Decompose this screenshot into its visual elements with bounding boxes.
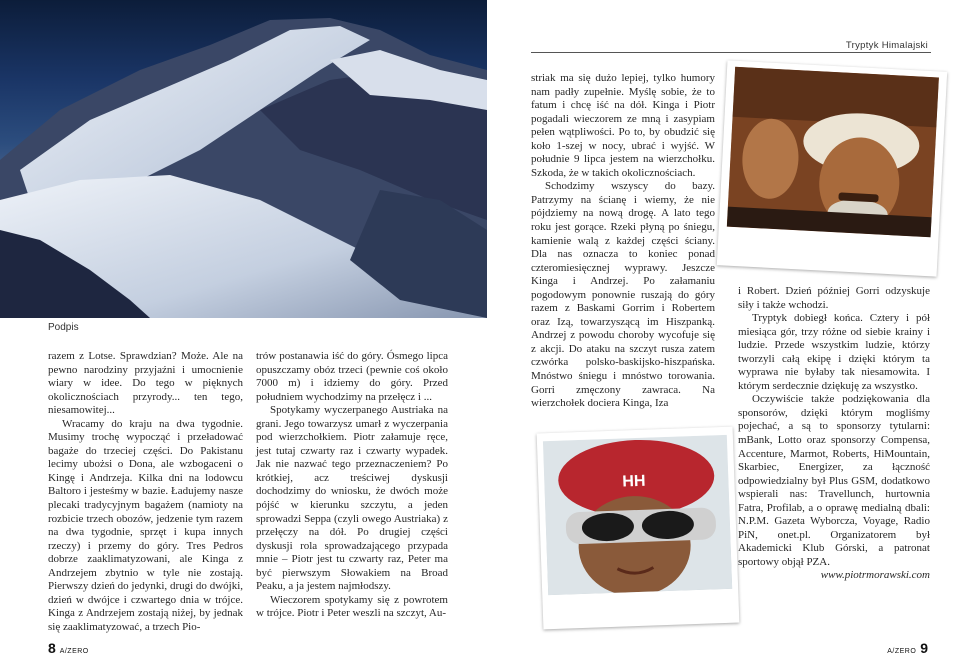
girl-goggles-photo [543,435,732,595]
paragraph: Schodzimy wszyscy do bazy. Patrzymy na ścianę i wiemy, że nie pójdziemy na nową drogę. A lato tego roku jest gorące. Rzeki płyną po śniegu, kamienie walą z każdej części ściany. Dla nas oznacza to koniec ponad czteromiesięcznej wyprawy. Jeszcze Kinga i Andrzej. Po załamaniu pogodowym ponownie ruszają do góry razem z Baskami Gorrim i Robertem oraz Izą, towarzyszącą im Hiszpanką. Andrzej z powodu choroby wycofuje się z akcji. Do ataku na szczyt rusza zatem czwórka polsko-baskijsko-hiszpańska. Mnóstwo śniegu i mnóstwo torowania. Gorri zmęczony zawraca. Na wierzchołek dociera Kinga, Iza [531,180,715,410]
paragraph: trów postanawia iść do góry. Ósmego lipca opuszczamy obóz trzeci (pewnie coś około 7000 m) i idziemy do góry. Przed południem wychodzimy na przełęcz i ... [256,350,448,403]
page-number: 8 [48,640,56,656]
paragraph: Wracamy do kraju na dwa tygodnie. Musimy trochę wypocząć i przeładować bagaże do trzeciej części. Do Pakistanu lecimy ubożsi o Dona, ale wzbogaceni o Kingę i Andrzeja. Kilka dni na lodowcu Baltoro i jesteśmy w bazie. Ładujemy nasze plecaki tradycyjnym bagażem (namioty na rozbicie trzech obozów, jedzenie tym razem na dwa tygodnie, sprzęt i kupa innych rzeczy) i przemy do góry. Tres Pedros dobrze zaaklimatyzowani, ale Kinga z Andrzejem zbytnio w tyle nie zostają. Pierwszy dzień do jedynki, drugi do dwójki, dzień w dwójce i czwartego dnia w trójce. Kinga z Andrzejem zostają niżej, by jednak się zaaklimatyzować, a trzech Pio- [48,417,243,633]
magazine-name: A/ZERO [887,648,917,655]
paragraph: striak ma się dużo lepiej, tylko humory nam padły zupełnie. Myślę sobie, że to fatum i chcę iść na dół. Kinga i Piotr pogadali wieczorem ze mną i zasypiam pełen wątpliwości. Po to, by obudzić się koło 1-szej w nocy, ubrać i wyjść. W południe 9 lipca jestem na wierzchołku. Szkoda, że w takich okolicznościach. [531,72,715,179]
magazine-name: A/ZERO [59,648,89,655]
header-rule [531,52,931,53]
polaroid-old-man [717,60,947,276]
paragraph: i Robert. Dzień później Gorri odzyskuje siły i także wchodzi. [738,285,930,311]
old-man-photo [727,67,939,237]
paragraph: Wieczorem spotykamy się z powrotem w trójce. Piotr i Peter weszli na szczyt, Au- [256,593,448,620]
text-column-3 [531,72,715,411]
running-title: Tryptyk Himalajski [845,40,928,51]
text-column-2 [256,350,448,621]
folio-right [887,640,928,656]
mountain-photo [0,0,487,318]
page-number: 9 [920,640,928,656]
text-column-1 [48,350,243,634]
paragraph: Spotykamy wyczerpanego Austriaka na grani. Jego towarzysz umarł z wyczerpania pod wierzchołkiem. Piotr załamuje ręce, jest tutaj czwarty raz i czwarty wypadek. Jak nie nazwać tego przeznaczeniem? Po krótkiej, acz treściwej dyskusji dochodzimy do wniosku, że dwóch może pójść w kierunku szczytu, a jeden sprowadzi Seppa (czyli owego Austriaka) z przełęczy na dół. Po drugiej części dyskusji rola sprowadzającego przypada mnie – Piotr jest tu czwarty raz, Peter ma być pierwszym Słowakiem na Broad Peaku, a ja jestem najmłodszy. [256,404,448,593]
photo-caption: Podpis [48,322,79,333]
paragraph: Oczywiście także podziękowania dla sponsorów, dzięki którym mogliśmy pojechać, a są to sponsorzy tytularni: mBank, Lotto oraz sponsorzy Compensa, Accenture, Marmot, Roberts, HiMountain, Skarbiec, Energizer, za łączność odpowiedzialny był Plus GSM, dodatkowo wspierali nas: Travellunch, hurtownia Fatra, Profilab, a o oprawę medialną dbali: N.P.M. Gazeta Wyborcza, Voyage, Radio PiN, onet.pl. Organizatorem był Akademicki Klub Górski, a patronat sportowy objął PZA. [738,393,930,568]
paragraph: Tryptyk dobiegł końca. Cztery i pół miesiąca gór, trzy różne od siebie krainy i ludzie. Przede wszystkim ludzie, którzy tworzyli całą ekipę i dzięki którym ta wyprawa nie byłaby tak niesamowita. I którym serdecznie dziękuję za wszystko. [738,312,930,392]
text-column-4 [738,285,930,583]
hat-logo-text: HH [622,472,646,491]
paragraph: razem z Lotse. Sprawdzian? Może. Ale na pewno narodziny przyjaźni i umocnienie wiary w idee. Do tego w pięknych okolicznościach przyrody... ten tego, niesamowitej... [48,350,243,417]
website-link[interactable]: www.piotrmorawski.com [820,569,930,582]
polaroid-girl-goggles [537,427,740,630]
folio-left [48,640,89,656]
